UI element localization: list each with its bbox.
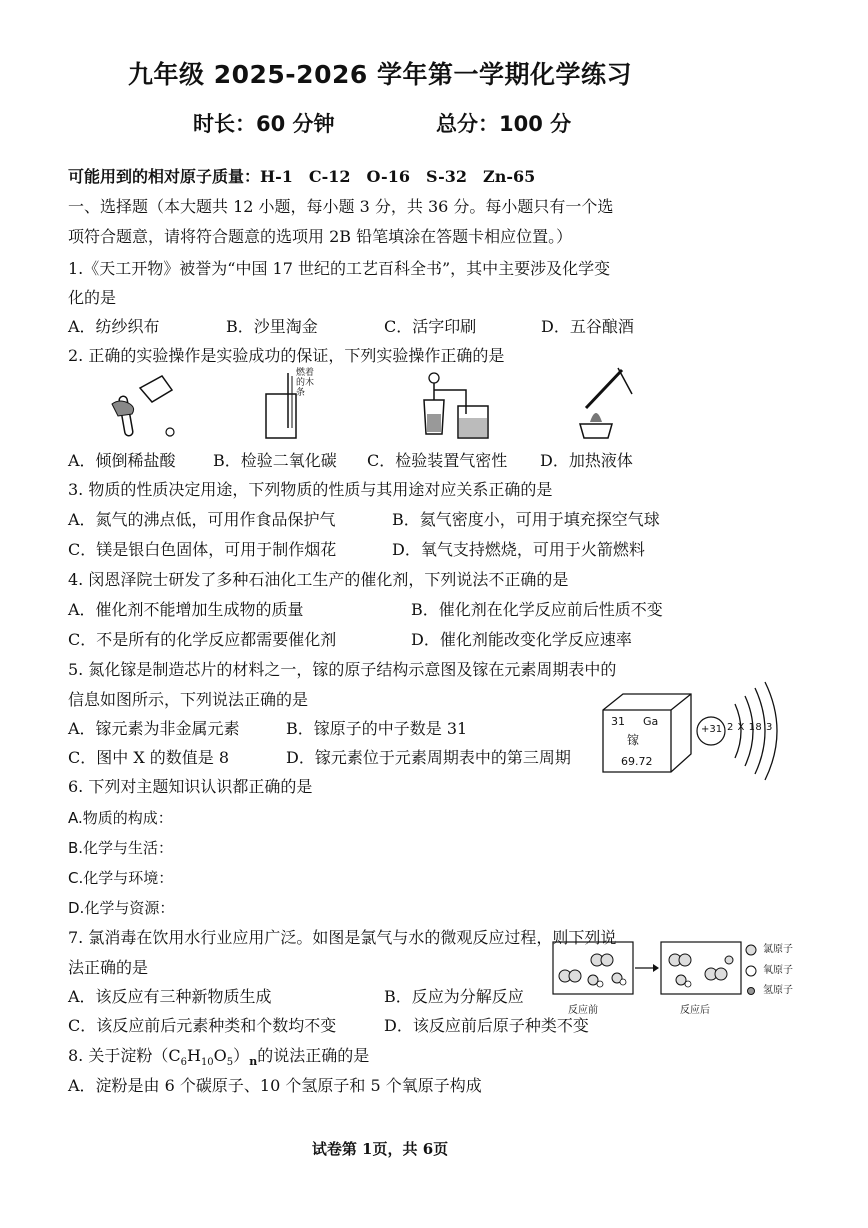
q2-figure-b-label: 燃着的木条 bbox=[296, 368, 315, 398]
q7-legend-chlorine: 氯原子 bbox=[763, 944, 793, 955]
q8-stem bbox=[68, 1046, 369, 1073]
q5-stem-line1: 5. 氮化镓是制造芯片的材料之一，镓的原子结构示意图及镓在元素周期表中的 bbox=[68, 660, 617, 679]
q1-option-b: B．沙里淘金 bbox=[226, 317, 318, 336]
q8-option-a: A．淀粉是由 6 个碳原子、10 个氢原子和 5 个氧原子构成 bbox=[68, 1076, 482, 1095]
q3-option-c: C．镁是银白色固体，可用于制作烟花 bbox=[68, 540, 337, 559]
q2-stem: 2. 正确的实验操作是实验成功的保证，下列实验操作正确的是 bbox=[68, 346, 505, 365]
q8-formula-o: O bbox=[213, 1046, 227, 1065]
exam-total-score: 总分：100 分 bbox=[436, 112, 572, 136]
q8-stem-pre: 8. 关于淀粉（C bbox=[68, 1046, 181, 1065]
q1-option-d: D．五谷酿酒 bbox=[541, 317, 634, 336]
q7-reaction-diagram bbox=[553, 940, 743, 1002]
q4-option-c: C．不是所有的化学反应都需要催化剂 bbox=[68, 630, 337, 649]
q1-option-a: A．纺纱织布 bbox=[68, 317, 160, 336]
q5-cell-mass: 69.72 bbox=[621, 755, 653, 768]
exam-duration: 时长：60 分钟 bbox=[193, 112, 335, 136]
q7-stem-line1: 7. 氯消毒在饮用水行业应用广泛。如图是氯气与水的微观反应过程，则下列说 bbox=[68, 928, 617, 947]
q7-option-d: D．该反应前后原子种类不变 bbox=[384, 1016, 589, 1035]
q4-stem: 4. 闵恩泽院士研发了多种石油化工生产的催化剂，下列说法不正确的是 bbox=[68, 570, 569, 589]
q7-legend-hydrogen: 氢原子 bbox=[763, 985, 793, 996]
q2-option-b: B．检验二氧化碳 bbox=[213, 451, 337, 470]
q6-option-b: B.化学与生活： bbox=[68, 839, 174, 857]
q7-label-after: 反应后 bbox=[680, 1005, 710, 1016]
q5-cell-symbol: Ga bbox=[643, 715, 659, 728]
q4-option-d: D．催化剂能改变化学反应速率 bbox=[411, 630, 632, 649]
q7-legend-symbols bbox=[744, 944, 760, 1000]
q3-stem: 3. 物质的性质决定用途，下列物质的性质与其用途对应关系正确的是 bbox=[68, 480, 553, 499]
q8-sub-5: 5 bbox=[226, 1057, 234, 1069]
q5-cell-name: 镓 bbox=[627, 733, 640, 747]
q5-stem-line2: 信息如图所示，下列说法正确的是 bbox=[68, 690, 309, 709]
q6-option-c: C.化学与环境： bbox=[68, 869, 174, 887]
q5-atom-nucleus: +31 bbox=[701, 724, 723, 735]
q7-stem-line2: 法正确的是 bbox=[68, 958, 149, 977]
q7-option-c: C．该反应前后元素种类和个数均不变 bbox=[68, 1016, 337, 1035]
q7-option-a: A．该反应有三种新物质生成 bbox=[68, 987, 272, 1006]
q8-sub-6: 6 bbox=[180, 1057, 187, 1069]
q2-figure-c-airtightness bbox=[418, 368, 508, 443]
q2-figure-d-heating bbox=[574, 364, 644, 444]
q6-stem: 6. 下列对主题知识认识都正确的是 bbox=[68, 777, 313, 796]
q8-close: ） bbox=[233, 1046, 250, 1065]
q8-sub-10: 10 bbox=[200, 1057, 214, 1069]
q2-option-a: A．倾倒稀盐酸 bbox=[68, 451, 176, 470]
q2-figure-a-pouring bbox=[100, 368, 190, 443]
q3-option-a: A．氮气的沸点低，可用作食品保护气 bbox=[68, 510, 336, 529]
atomic-masses: 可能用到的相对原子质量：H-1 C-12 O-16 S-32 Zn-65 bbox=[68, 167, 536, 186]
q7-legend-oxygen: 氧原子 bbox=[763, 965, 793, 976]
q5-option-d: D．镓元素位于元素周期表中的第三周期 bbox=[286, 748, 571, 767]
q4-option-b: B．催化剂在化学反应前后性质不变 bbox=[411, 600, 663, 619]
q1-stem-line2: 化的是 bbox=[68, 288, 117, 307]
q5-atom-shells: 2 X 18 3 bbox=[727, 722, 773, 733]
page-title: 九年级 2025-2026 学年第一学期化学练习 bbox=[128, 60, 632, 89]
section1-instructions-line1: 一、选择题（本大题共 12 小题，每小题 3 分，共 36 分。每小题只有一个选 bbox=[68, 197, 614, 216]
q1-option-c: C．活字印刷 bbox=[384, 317, 477, 336]
q7-option-b: B．反应为分解反应 bbox=[384, 987, 524, 1006]
q5-option-a: A．镓元素为非金属元素 bbox=[68, 719, 240, 738]
q2-option-d: D．加热液体 bbox=[540, 451, 633, 470]
q8-formula-h: H bbox=[186, 1046, 201, 1065]
q6-option-a: A.物质的构成： bbox=[68, 809, 173, 827]
q1-stem-line1: 1.《天工开物》被誉为“中国 17 世纪的工艺百科全书”，其中主要涉及化学变 bbox=[68, 259, 611, 278]
page-footer: 试卷第 1页，共 6页 bbox=[311, 1140, 449, 1158]
q8-stem-post: 的说法正确的是 bbox=[257, 1046, 370, 1065]
q5-option-c: C．图中 X 的数值是 8 bbox=[68, 748, 230, 767]
q5-option-b: B．镓原子的中子数是 31 bbox=[286, 719, 468, 738]
q6-option-d: D.化学与资源： bbox=[68, 899, 175, 917]
q4-option-a: A．催化剂不能增加生成物的质量 bbox=[68, 600, 304, 619]
q3-option-d: D．氧气支持燃烧，可用于火箭燃料 bbox=[392, 540, 645, 559]
q2-option-c: C．检验装置气密性 bbox=[367, 451, 508, 470]
q7-label-before: 反应前 bbox=[568, 1005, 598, 1016]
q8-sub-n: n bbox=[249, 1055, 258, 1069]
section1-instructions-line2: 项符合题意，请将符合题意的选项用 2B 铅笔填涂在答题卡相应位置。） bbox=[68, 227, 573, 246]
q3-option-b: B．氦气密度小，可用于填充探空气球 bbox=[392, 510, 660, 529]
q5-cell-atomic-number: 31 bbox=[611, 715, 625, 728]
